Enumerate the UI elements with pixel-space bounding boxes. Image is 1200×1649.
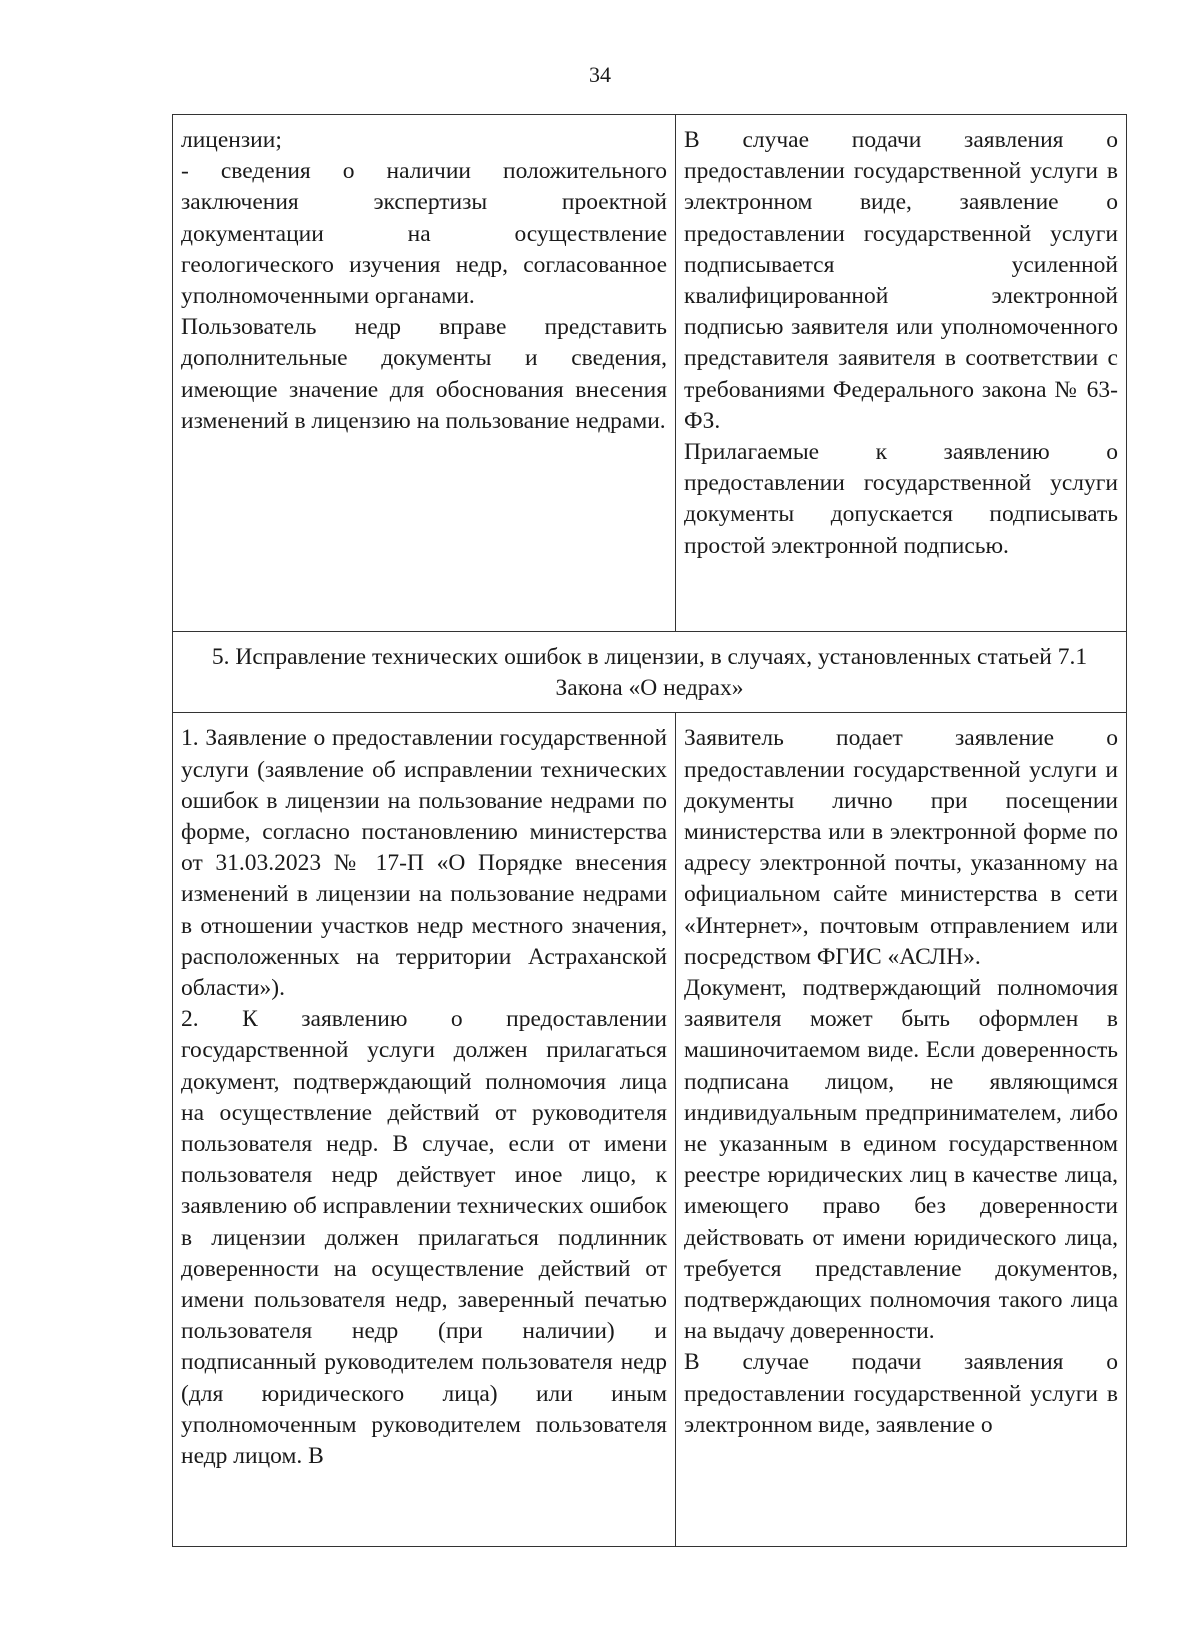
section-title: 5. Исправление технических ошибок в лицензии, в случаях, установленных статьей 7.1 Закона «О недрах» [211,644,1088,702]
table-row [173,115,1127,632]
paragraph: В случае подачи заявления о предоставлении государственной услуги в электронном виде, заявление о [684,1349,1118,1438]
table-cell-right [676,115,1127,632]
paragraph: Прилагаемые к заявлению о предоставлении государственной услуги документы допускается подписывать простой электронной подписью. [684,439,1118,559]
table-cell-right [676,713,1127,1547]
requirements-table [172,114,1127,1547]
section-heading-cell [173,632,1127,713]
paragraph: 2. К заявлению о предоставлении государственной услуги должен прилагаться документ, подтверждающий полномочия лица на осуществление действий от руководителя пользователя недр. В случае, если от имени пользователя недр действует иное лицо, к заявлению об исправлении технических ошибок в лицензии должен прилагаться подлинник доверенности на осуществление действий от имени пользователя недр, заверенный печатью пользователя недр (при наличии) и подписанный руководителем пользователя недр (для юридического лица) или иным уполномоченным руководителем пользователя недр лицом. В [181,1006,667,1470]
table-cell-left [173,713,676,1547]
paragraph: лицензии; [181,127,282,153]
paragraph: - сведения о наличии положительного заключения экспертизы проектной документации на осуществление геологического изучения недр, согласованное уполномоченными органами. [181,158,667,310]
table-row [173,713,1127,1547]
table-cell-left [173,115,676,632]
page-number: 34 [589,62,611,87]
table-row-section [173,632,1127,713]
paragraph: Пользователь недр вправе представить дополнительные документы и сведения, имеющие значение для обоснования внесения изменений в лицензию на пользование недрами. [181,314,667,434]
paragraph: В случае подачи заявления о предоставлении государственной услуги в электронном виде, заявление о предоставлении государственной услуги подписывается усиленной квалифицированной электронной подписью заявителя или уполномоченного представителя заявителя в соответствии с требованиями Федерального закона № 63-ФЗ. [684,127,1118,434]
paragraph: Заявитель подает заявление о предоставлении государственной услуги и документы лично при посещении министерства или в электронной форме по адресу электронной почты, указанному на официальном сайте министерства в сети «Интернет», почтовым отправлением или посредством ФГИС «АСЛН». [684,725,1118,970]
paragraph: 1. Заявление о предоставлении государственной услуги (заявление об исправлении технических ошибок в лицензии на пользование недрами по форме, согласно постановлению министерства от 31.03.2023 № 17-П «О Порядке внесения изменений в лицензии на пользование недрами в отношении участков недр местного значения, расположенных на территории Астраханской области»). [181,725,667,1002]
paragraph: Документ, подтверждающий полномочия заявителя может быть оформлен в машиночитаемом виде. Если доверенность подписана лицом, не являющимся индивидуальным предпринимателем, либо не указанным в едином государственном реестре юридических лиц в качестве лица, имеющего право без доверенности действовать от имени юридического лица, требуется представление документов, подтверждающих полномочия такого лица на выдачу доверенности. [684,975,1118,1345]
